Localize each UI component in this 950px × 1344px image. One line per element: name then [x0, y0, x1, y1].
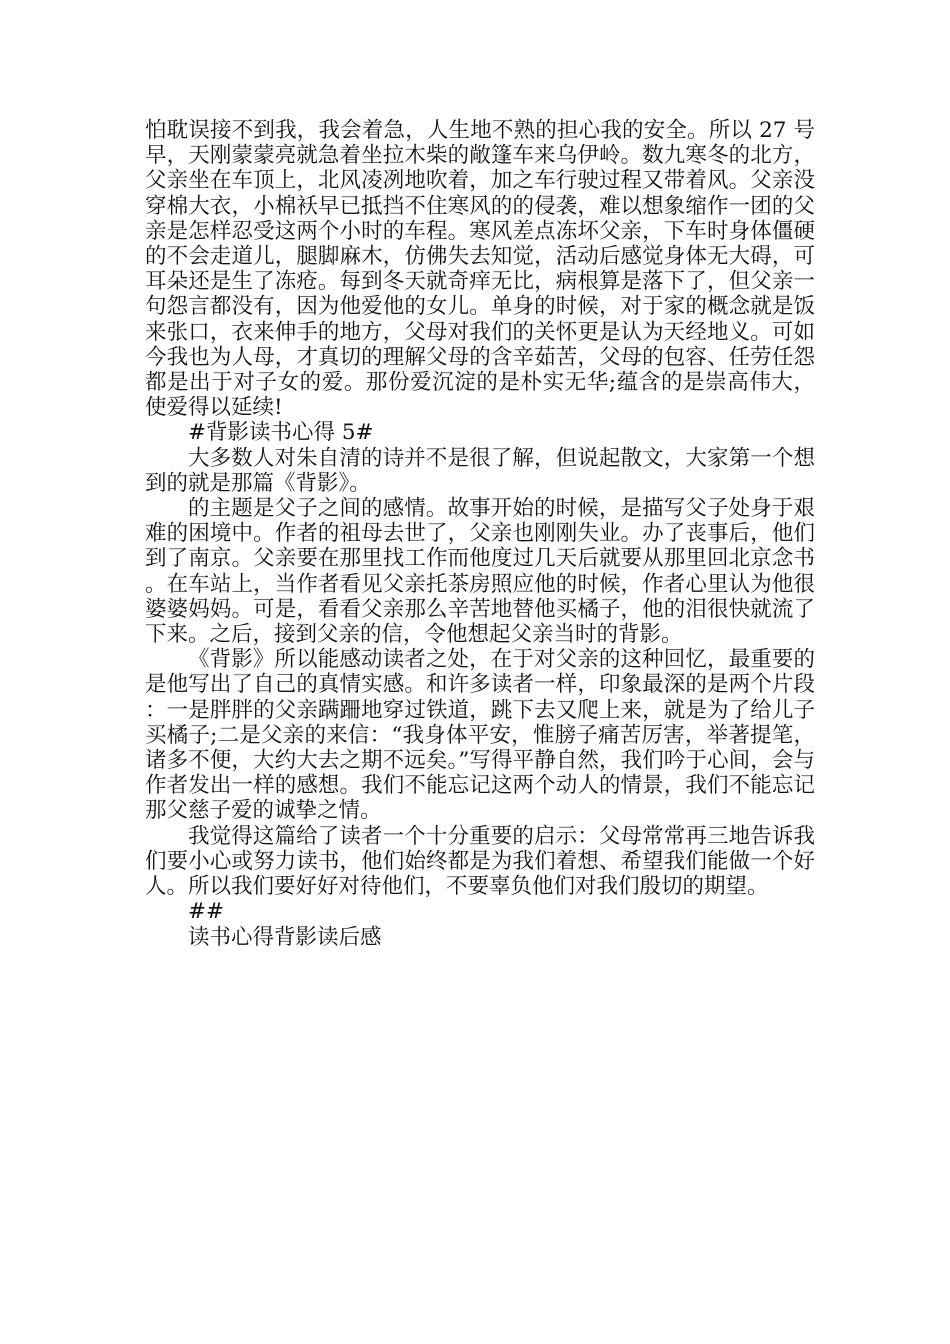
paragraph-theme: 的主题是父子之间的感情。故事开始的时候，是描写父子处身于艰难的困境中。作者的祖母去世了，父亲也刚刚失业。办了丧事后，他们到了南京。父亲要在那里找工作而他度过几天后就要从那里回北京念书。在车站上，当作者看见父亲托茶房照应他的时候，作者心里认为他很婆婆妈妈。可是，看看父亲那么辛苦地替他买橘子，他的泪很快就流了下来。之后，接到父亲的信，令他想起父亲当时的背影。: [145, 496, 815, 648]
paragraph-moving: 《背影》所以能感动读者之处，在于对父亲的这种回忆，最重要的是他写出了自己的真情实感。和许多读者一样，印象最深的是两个片段：一是胖胖的父亲蹒跚地穿过铁道，跳下去又爬上来，就是为了给儿子买橘子;二是父亲的来信：“我身体平安，惟膀子痛苦厉害，举著提笔，诸多不便，大约大去之期不远矣。”写得平静自然，我们吟于心间，会与作者发出一样的感想。我们不能忘记这两个动人的情景，我们不能忘记那父慈子爱的诚挚之情。: [145, 647, 815, 824]
paragraph-father-story: 怕耽误接不到我，我会着急，人生地不熟的担心我的安全。所以 27 号早，天刚蒙蒙亮就急着坐拉木柴的敞篷车来乌伊岭。数九寒冬的北方，父亲坐在车顶上，北风凌冽地吹着，加之车行驶过程又带着风。父亲没穿棉大衣，小棉袄早已抵挡不住寒风的的侵袭，难以想象缩作一团的父亲是怎样忍受这两个小时的车程。寒风差点冻坏父亲，下车时身体僵硬的不会走道儿，腿脚麻木，仿佛失去知觉，活动后感觉身体无大碍，可耳朵还是生了冻疮。每到冬天就奇痒无比，病根算是落下了，但父亲一句怨言都没有，因为他爱他的女儿。单身的时候，对于家的概念就是饭来张口，衣来伸手的地方，父母对我们的关怀更是认为天经地义。可如今我也为人母，才真切的理解父母的含辛茹苦，父母的包容、任劳任怨都是出于对子女的爱。那份爱沉淀的是朴实无华;蕴含的是崇高伟大，使爱得以延续!: [145, 118, 815, 421]
footer-title: 读书心得背影读后感: [188, 924, 382, 950]
section-heading: #背影读书心得 5#: [188, 420, 374, 446]
paragraph-lesson: 我觉得这篇给了读者一个十分重要的启示：父母常常再三地告诉我们要小心或努力读书，他们始终都是为我们着想、希望我们能做一个好人。所以我们要好好对待他们，不要辜负他们对我们殷切的期望。: [145, 823, 815, 900]
paragraph-intro: 大多数人对朱自清的诗并不是很了解，但说起散文，大家第一个想到的就是那篇《背影》。: [145, 445, 815, 496]
document-page: [145, 118, 815, 950]
separator-mark: ##: [188, 899, 225, 925]
